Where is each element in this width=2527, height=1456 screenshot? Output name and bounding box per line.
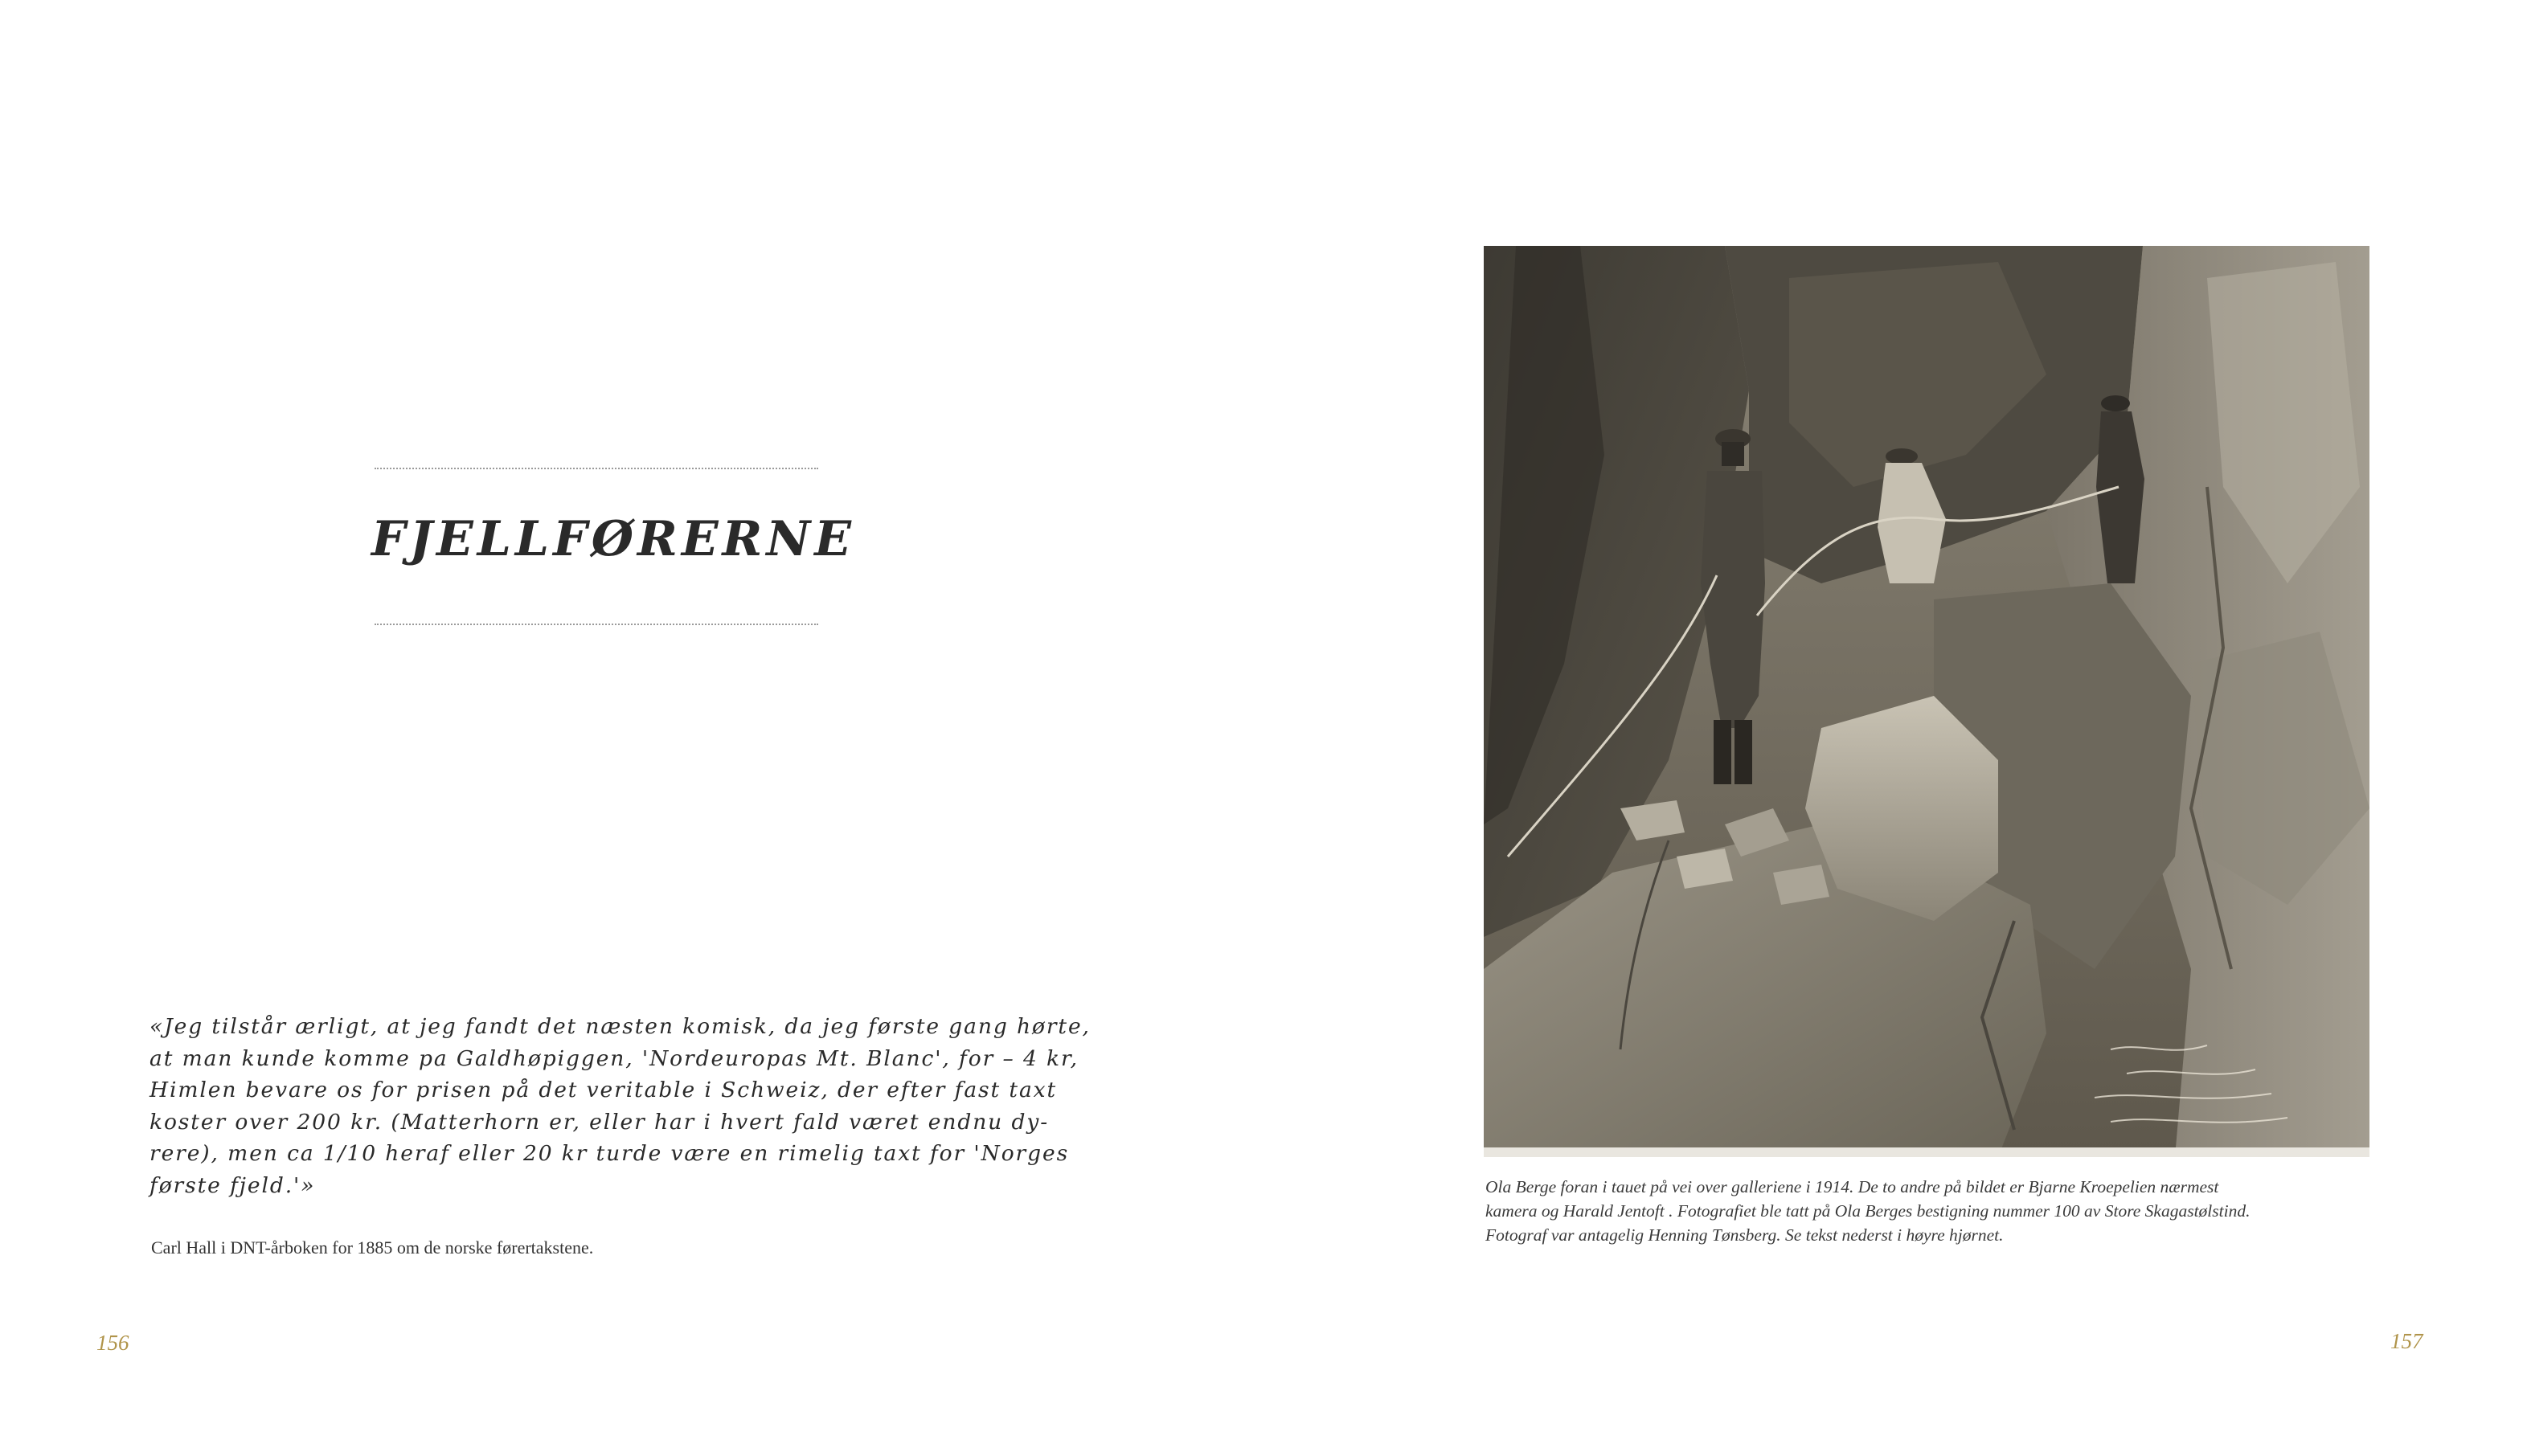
epigraph-quote <box>149 1011 1091 1201</box>
quote-source: Carl Hall i DNT-årboken for 1885 om de norske førertakstene. <box>151 1237 594 1258</box>
climbers-photograph <box>1484 246 2369 1157</box>
caption-line: kamera og Harald Jentoft . Fotografiet ble tatt på Ola Berges bestigning nummer 100 av Store Skagastølstind. <box>1485 1201 2251 1221</box>
quote-line: «Jeg tilstår ærligt, at jeg fandt det næsten komisk, da jeg første gang hørte, <box>149 1014 1091 1039</box>
photo-caption <box>1485 1175 2402 1247</box>
caption-line: Ola Berge foran i tauet på vei over galleriene i 1914. De to andre på bildet er Bjarne Kroepelien nærmest <box>1485 1177 2219 1196</box>
quote-line: koster over 200 kr. (Matterhorn er, eller har i hvert fald været endnu dy- <box>149 1109 1050 1135</box>
quote-line: første fjeld.'» <box>149 1172 316 1198</box>
title-rule-top <box>375 468 818 469</box>
quote-line: rere), men ca 1/10 heraf eller 20 kr turde være en rimelig taxt for 'Norges <box>149 1141 1070 1166</box>
title-rule-bottom <box>375 624 818 625</box>
quote-line: Himlen bevare os for prisen på det veritable i Schweiz, der efter fast taxt <box>149 1078 1058 1102</box>
page-number-left: 156 <box>96 1331 129 1355</box>
caption-line: Fotograf var antagelig Henning Tønsberg. Se tekst nederst i høyre hjørnet. <box>1485 1225 2004 1245</box>
page-number-right: 157 <box>2390 1329 2423 1353</box>
chapter-title: FJELLFØRERNE <box>371 511 855 567</box>
quote-line: at man kunde komme pa Galdhøpiggen, 'Nordeuropas Mt. Blanc', for – 4 kr, <box>149 1045 1079 1071</box>
